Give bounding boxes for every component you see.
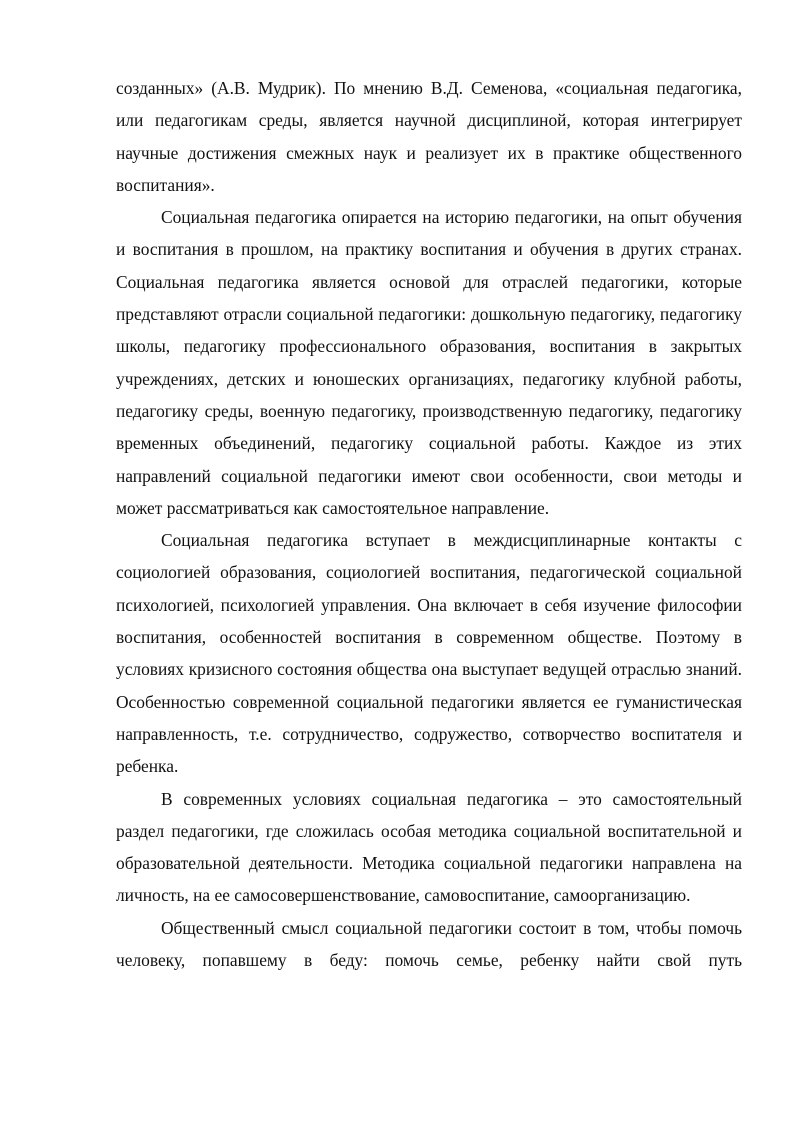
paragraph-2: Социальная педагогика опирается на историю педагогики, на опыт обучения и воспитания в прошлом, на практику воспитания и обучения в других странах. Социальная педагогика является основой для отраслей педагогики, которые представляют отрасли социальной педагогики: дошкольную педагогику, педагогику школы, педагогику профессионального образования, воспитания в закрытых учреждениях, детских и юношеских организациях, педагогику клубной работы, педагогику среды, военную педагогику, производственную педагогику, педагогику временных объединений, педагогику социальной работы. Каждое из этих направлений социальной педагогики имеют свои особенности, свои методы и может рассматриваться как самостоятельное направление. (116, 207, 742, 518)
paragraph-3: Социальная педагогика вступает в междисциплинарные контакты с социологией образования, социологией воспитания, педагогической социальной психологией, психологией управления. Она включает в себя изучение философии воспитания, особенностей воспитания в современном обществе. Поэтому в условиях кризисного состояния общества она выступает ведущей отраслью знаний. Особенностью современной социальной педагогики является ее гуманистическая направленность, т.е. сотрудничество, содружество, сотворчество воспитателя и ребенка. (116, 530, 742, 777)
paragraph-5: Общественный смысл социальной педагогики состоит в том, чтобы помочь человеку, попавшему в беду: помочь семье, ребенку найти свой путь (116, 917, 742, 971)
document-body (116, 72, 742, 976)
paragraph-4: В современных условиях социальная педагогика – это самостоятельный раздел педагогики, где сложилась особая методика социальной воспитательной и образовательной деятельности. Методика социальной педагогики направлена на личность, на ее самосовершенствование, самовоспитание, самоорганизацию. (116, 788, 742, 906)
paragraph-1: созданных» (А.В. Мудрик). По мнению В.Д. Семенова, «социальная педагогика, или педагогикам среды, является научной дисциплиной, которая интегрирует научные достижения смежных наук и реализует их в практике общественного воспитания». (116, 78, 742, 195)
